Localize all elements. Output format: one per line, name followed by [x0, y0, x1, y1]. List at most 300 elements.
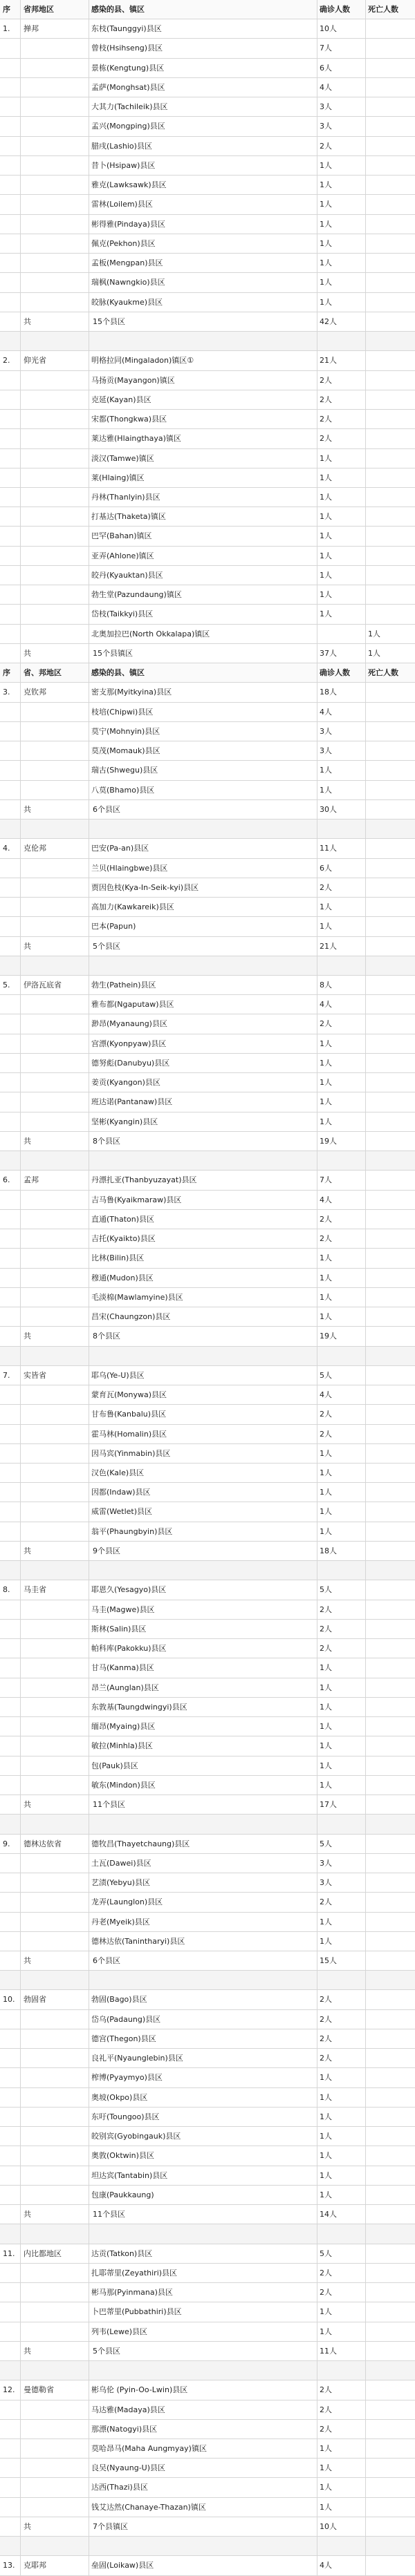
- confirmed-cases: 5人: [320, 1370, 332, 1380]
- table-row: [0, 254, 415, 273]
- township-name: 土瓦(Dawei)县区: [91, 1858, 151, 1868]
- confirmed-cases: 1人: [320, 2073, 332, 2083]
- township-name: 丹老(Myeik)县区: [91, 1917, 150, 1926]
- confirmed-cases: 1人: [320, 1683, 332, 1692]
- township-name: 缅昂(Myaing)县区: [91, 1722, 156, 1732]
- table-row: [0, 859, 415, 878]
- township-name: 德努彪(Danubyu)县区: [91, 1058, 170, 1068]
- township-name: 扎耶蒂里(Zeyathiri)县区: [91, 2268, 178, 2277]
- row-number: [0, 449, 19, 468]
- township-name: 腊戌(Lashio)县区: [91, 141, 152, 151]
- row-number: [0, 1014, 19, 1034]
- table-row: [0, 703, 415, 722]
- header-state-region: 省邦地区: [24, 5, 54, 14]
- row-number: [0, 1951, 19, 1971]
- state-region: [21, 527, 89, 546]
- row-number: 4.: [3, 844, 10, 853]
- township-name: 德林达依(Tanintharyi)县区: [91, 1936, 185, 1946]
- state-region: [21, 1698, 89, 1717]
- row-number: [0, 1288, 19, 1307]
- state-region: [21, 1054, 89, 1073]
- table-row: [0, 995, 415, 1014]
- state-region: [21, 410, 89, 429]
- row-number: [0, 898, 19, 917]
- header-township-name: 感染的县、镇区: [91, 5, 145, 14]
- state-region: [21, 859, 89, 878]
- township-name: 8个县区: [93, 1136, 120, 1146]
- confirmed-cases: 11人: [320, 844, 337, 853]
- spacer-row: [0, 1561, 415, 1580]
- deaths-count: [365, 1385, 415, 1405]
- deaths-count: [365, 1269, 415, 1288]
- state-region: 伊洛瓦底省: [24, 981, 62, 989]
- township-name: 打基达(Thaketa)镇区: [91, 512, 166, 522]
- column-divider: [365, 0, 366, 2576]
- deaths-count: [365, 371, 415, 390]
- table-row: [0, 547, 415, 566]
- township-name: 甘布鲁(Kanbalu)县区: [91, 1410, 167, 1419]
- township-name: 渺昂(Myanaung)县区: [91, 1019, 167, 1029]
- row-number: [0, 1600, 19, 1620]
- state-region: [21, 2459, 89, 2478]
- row-number: [0, 2068, 19, 2087]
- confirmed-cases: 17人: [320, 1800, 337, 1810]
- row-number: [0, 2088, 19, 2108]
- township-name: 姜贡(Kyangon)县区: [91, 1078, 160, 1088]
- row-number: [0, 1132, 19, 1151]
- deaths-count: [365, 449, 415, 468]
- row-number: [0, 39, 19, 58]
- deaths-count: 1人: [368, 648, 380, 658]
- state-region: [21, 1736, 89, 1756]
- deaths-count: [365, 1913, 415, 1932]
- row-number: [0, 1425, 19, 1444]
- state-region: [21, 1678, 89, 1698]
- row-number: [0, 410, 19, 429]
- table-row: [0, 1620, 415, 1639]
- state-region: [21, 1385, 89, 1405]
- township-name: 7个县镇区: [93, 2521, 128, 2531]
- confirmed-cases: 6人: [320, 63, 332, 73]
- confirmed-cases: 2人: [320, 1410, 332, 1419]
- confirmed-cases: 4人: [320, 1000, 332, 1010]
- deaths-count: [365, 878, 415, 898]
- table-row: [0, 1522, 415, 1542]
- row-number: [0, 429, 19, 448]
- state-region: [21, 1014, 89, 1034]
- row-number: [0, 1776, 19, 1795]
- deaths-count: [365, 1171, 415, 1190]
- row-number: 10.: [3, 1995, 15, 2005]
- state-region: 克伦邦: [24, 844, 46, 853]
- township-name: 15个县区: [93, 316, 125, 326]
- row-number: [0, 2517, 19, 2537]
- deaths-count: [365, 2127, 415, 2146]
- township-name: 耶恩久(Yesagyo)县区: [91, 1585, 167, 1595]
- confirmed-cases: 1人: [320, 200, 332, 209]
- state-region: [21, 2498, 89, 2517]
- row-number: [0, 1249, 19, 1268]
- confirmed-cases: 1人: [320, 2092, 332, 2102]
- township-name: 穆通(Mudon)县区: [91, 1273, 154, 1282]
- state-region: [21, 156, 89, 176]
- state-region: [21, 2127, 89, 2146]
- subtotal-row: [0, 312, 415, 332]
- row-number: [0, 78, 19, 97]
- state-region: [21, 1873, 89, 1893]
- deaths-count: [365, 1620, 415, 1639]
- confirmed-cases: 1人: [320, 570, 332, 580]
- township-name: 皎脉(Kyaukme)县区: [91, 297, 163, 307]
- row-number: [0, 937, 19, 956]
- row-number: [0, 2166, 19, 2186]
- confirmed-cases: 1人: [320, 160, 332, 170]
- table-row: [0, 19, 415, 39]
- confirmed-cases: 6人: [320, 863, 332, 873]
- state-region: [21, 1425, 89, 1444]
- township-name: 东吁(Toungoo)县区: [91, 2112, 160, 2121]
- deaths-count: [365, 1014, 415, 1034]
- township-name: 良吴(Nyaung-U)县区: [91, 2463, 166, 2473]
- deaths-count: [365, 1678, 415, 1698]
- table-row: [0, 1990, 415, 2009]
- deaths-count: [365, 1464, 415, 1483]
- row-number: [0, 1854, 19, 1873]
- table-row: [0, 2498, 415, 2517]
- township-name: 包康(Paukkaung): [91, 2190, 154, 2199]
- table-row: [0, 1425, 415, 1444]
- township-name: 彬得雅(Pindaya)县区: [91, 219, 165, 229]
- state-region: [21, 1405, 89, 1424]
- township-name: 巴罕(Bahan)镇区: [91, 531, 152, 541]
- state-region: 勃固省: [24, 1995, 46, 2005]
- table-row: [0, 2264, 415, 2283]
- deaths-count: [365, 1522, 415, 1542]
- township-name: 曾枝(Hsihseng)县区: [91, 44, 163, 53]
- state-region: [21, 429, 89, 448]
- township-name: 昔卜(Hsipaw)县区: [91, 160, 156, 170]
- table-row: [0, 1600, 415, 1620]
- row-number: [0, 1307, 19, 1327]
- township-name: 马扬贡(Mayangon)镇区: [91, 375, 175, 385]
- deaths-count: [365, 1835, 415, 1854]
- state-region: [21, 2478, 89, 2497]
- row-number: [0, 2186, 19, 2205]
- township-name: 密支那(Myitkyina)县区: [91, 688, 172, 697]
- row-number: [0, 1269, 19, 1288]
- township-name: 耶乌(Ye-U)县区: [91, 1370, 145, 1380]
- state-region: [21, 2186, 89, 2205]
- state-region: 内比都地区: [24, 2248, 62, 2258]
- deaths-count: [365, 117, 415, 136]
- confirmed-cases: 2人: [320, 141, 332, 151]
- confirmed-cases: 7人: [320, 44, 332, 53]
- deaths-count: [365, 273, 415, 292]
- table-row: [0, 976, 415, 995]
- state-region: 共: [24, 2521, 31, 2531]
- township-name: 比林(Bilin)县区: [91, 1253, 145, 1263]
- row-number: [0, 1893, 19, 1912]
- deaths-count: [365, 2146, 415, 2166]
- confirmed-cases: 2人: [320, 2288, 332, 2298]
- state-region: [21, 741, 89, 761]
- township-name: 因马宾(Yinmabin)县区: [91, 1448, 171, 1458]
- row-number: [0, 1717, 19, 1736]
- table-row: [0, 468, 415, 488]
- state-region: 实皆省: [24, 1370, 46, 1380]
- township-name: 6个县区: [93, 804, 120, 814]
- state-region: [21, 1717, 89, 1736]
- township-name: 皎丹(Kyauktan)县区: [91, 570, 163, 580]
- township-name: 帕科库(Pakokku)县区: [91, 1644, 167, 1654]
- row-number: [0, 195, 19, 214]
- state-region: [21, 1210, 89, 1229]
- row-number: [0, 1112, 19, 1132]
- deaths-count: [365, 1210, 415, 1229]
- deaths-count: [365, 585, 415, 605]
- confirmed-cases: 1人: [320, 2327, 332, 2336]
- state-region: 共: [24, 804, 31, 814]
- spacer-row: [0, 1815, 415, 1834]
- row-number: [0, 2478, 19, 2497]
- confirmed-cases: 1人: [320, 1917, 332, 1926]
- deaths-count: [365, 2029, 415, 2049]
- confirmed-cases: 1人: [320, 453, 332, 463]
- row-number: 2.: [3, 356, 10, 366]
- row-number: [0, 1698, 19, 1717]
- township-name: 枝培(Chipwi)县区: [91, 707, 154, 717]
- table-row: [0, 839, 415, 858]
- deaths-count: [365, 1854, 415, 1873]
- confirmed-cases: 2人: [320, 1624, 332, 1633]
- row-number: [0, 1620, 19, 1639]
- township-name: 北奥加拉巴(North Okkalapa)镇区: [91, 629, 210, 638]
- deaths-count: [365, 137, 415, 156]
- township-name: 明格拉同(Mingaladon)镇区①: [91, 356, 194, 366]
- row-number: [0, 312, 19, 332]
- confirmed-cases: 1人: [320, 2463, 332, 2473]
- table-row: [0, 2146, 415, 2166]
- row-number: [0, 859, 19, 878]
- table-row: [0, 585, 415, 605]
- deaths-count: [365, 781, 415, 800]
- deaths-count: [365, 293, 415, 312]
- header-deaths-count: 死亡人数: [368, 668, 398, 678]
- township-name: 孟兴(Mongping)县区: [91, 122, 165, 131]
- row-number: [0, 1913, 19, 1932]
- deaths-count: [365, 1502, 415, 1522]
- township-name: 瑞枫(Nawngkio)县区: [91, 278, 165, 287]
- table-row: [0, 2049, 415, 2068]
- table-row: [0, 39, 415, 58]
- table-row: [0, 1835, 415, 1854]
- spacer-row: [0, 2224, 415, 2244]
- row-number: [0, 625, 19, 644]
- state-region: [21, 1620, 89, 1639]
- confirmed-cases: 1人: [320, 219, 332, 229]
- state-region: [21, 254, 89, 273]
- subtotal-row: [0, 1542, 415, 1561]
- confirmed-cases: 1人: [320, 473, 332, 482]
- deaths-count: [365, 1034, 415, 1054]
- confirmed-cases: 10人: [320, 2521, 337, 2531]
- row-number: [0, 527, 19, 546]
- row-number: [0, 878, 19, 898]
- state-region: [21, 1854, 89, 1873]
- state-region: 曼德勒省: [24, 2385, 54, 2395]
- state-region: [21, 585, 89, 605]
- township-name: 11个县区: [93, 1800, 125, 1810]
- township-name: 8个县区: [93, 1332, 120, 1341]
- township-name: 敏东(Mindon)县区: [91, 1780, 156, 1790]
- township-name: 6个县区: [93, 1956, 120, 1965]
- table-row: [0, 1580, 415, 1600]
- confirmed-cases: 1人: [320, 1117, 332, 1126]
- row-number: [0, 273, 19, 292]
- state-region: 共: [24, 941, 31, 951]
- state-region: [21, 2322, 89, 2342]
- table-row: [0, 1269, 415, 1288]
- row-number: [0, 2439, 19, 2459]
- row-number: [0, 59, 19, 78]
- state-region: [21, 371, 89, 390]
- subtotal-row: [0, 2517, 415, 2537]
- state-region: 马圭省: [24, 1585, 46, 1595]
- deaths-count: [365, 1483, 415, 1502]
- deaths-count: [365, 2380, 415, 2400]
- township-name: 雅布都(Ngaputaw)县区: [91, 1000, 174, 1010]
- deaths-count: [365, 1405, 415, 1424]
- row-number: [0, 176, 19, 195]
- deaths-count: [365, 1092, 415, 1112]
- confirmed-cases: 1人: [320, 1526, 332, 1536]
- township-name: 卜巴蒂里(Pubbathiri)县区: [91, 2307, 182, 2317]
- confirmed-cases: 1人: [320, 1507, 332, 1517]
- deaths-count: [365, 2439, 415, 2459]
- deaths-count: [365, 1873, 415, 1893]
- confirmed-cases: 8人: [320, 981, 332, 989]
- confirmed-cases: 1人: [320, 1097, 332, 1107]
- confirmed-cases: 5人: [320, 1585, 332, 1595]
- state-region: 克耶邦: [24, 2561, 46, 2570]
- state-region: [21, 1932, 89, 1951]
- confirmed-cases: 7人: [320, 1175, 332, 1185]
- confirmed-cases: 5人: [320, 2248, 332, 2258]
- deaths-count: [365, 195, 415, 214]
- table-row: [0, 1502, 415, 1522]
- township-name: 瑞古(Shwegu)县区: [91, 766, 158, 775]
- confirmed-cases: 3人: [320, 122, 332, 131]
- township-name: 八莫(Bhamo)县区: [91, 785, 155, 795]
- table-row: [0, 1092, 415, 1112]
- row-number: [0, 2127, 19, 2146]
- table-row: [0, 1171, 415, 1190]
- deaths-count: [365, 2244, 415, 2264]
- table-row: [0, 1385, 415, 1405]
- row-number: [0, 644, 19, 663]
- state-region: [21, 1229, 89, 1249]
- township-name: 勃生(Pathein)县区: [91, 981, 156, 989]
- state-region: 共: [24, 1136, 31, 1146]
- confirmed-cases: 2人: [320, 1019, 332, 1029]
- township-name: 亚弄(Ahlone)镇区: [91, 551, 154, 560]
- row-number: 9.: [3, 1839, 10, 1848]
- township-name: 东敦基(Taungdwingyi)县区: [91, 1702, 187, 1712]
- township-name: 莫哈昂马(Maha Aungmyay)镇区: [91, 2444, 207, 2453]
- state-region: [21, 605, 89, 624]
- deaths-count: [365, 1073, 415, 1092]
- deaths-count: [365, 1639, 415, 1658]
- state-region: [21, 1756, 89, 1776]
- row-number: [0, 995, 19, 1014]
- state-region: [21, 1269, 89, 1288]
- row-number: [0, 1873, 19, 1893]
- state-region: 掸邦: [24, 24, 39, 34]
- confirmed-cases: 42人: [320, 316, 337, 326]
- state-region: [21, 1073, 89, 1092]
- confirmed-cases: 1人: [320, 551, 332, 560]
- confirmed-cases: 1人: [320, 1039, 332, 1048]
- township-name: 克延(Kayan)县区: [91, 395, 151, 404]
- deaths-count: [365, 1736, 415, 1756]
- deaths-count: [365, 1288, 415, 1307]
- confirmed-cases: 4人: [320, 2561, 332, 2570]
- confirmed-cases: 30人: [320, 804, 337, 814]
- deaths-count: [365, 527, 415, 546]
- township-name: 包(Pauk)县区: [91, 1761, 138, 1770]
- confirmed-cases: 1人: [320, 609, 332, 619]
- deaths-count: [365, 2322, 415, 2342]
- deaths-count: [365, 176, 415, 195]
- column-divider: [20, 0, 21, 2576]
- deaths-count: [365, 2302, 415, 2322]
- row-number: [0, 215, 19, 234]
- table-row: [0, 878, 415, 898]
- confirmed-cases: 4人: [320, 1195, 332, 1204]
- row-number: [0, 137, 19, 156]
- state-region: [21, 2400, 89, 2420]
- deaths-count: [365, 1893, 415, 1912]
- township-name: 奥敦(Oktwin)县区: [91, 2151, 154, 2161]
- deaths-count: [365, 917, 415, 936]
- township-name: 5个县区: [93, 941, 120, 951]
- table-row: [0, 234, 415, 254]
- deaths-count: [365, 1444, 415, 1464]
- state-region: [21, 2283, 89, 2302]
- deaths-count: [365, 898, 415, 917]
- state-region: [21, 488, 89, 507]
- deaths-count: [365, 1366, 415, 1385]
- confirmed-cases: 1人: [320, 1292, 332, 1302]
- deaths-count: [365, 1307, 415, 1327]
- township-name: 吉马鲁(Kyaikmaraw)县区: [91, 1195, 182, 1204]
- row-number: [0, 468, 19, 488]
- confirmed-cases: 2人: [320, 2424, 332, 2434]
- row-number: [0, 722, 19, 741]
- confirmed-cases: 19人: [320, 1332, 337, 1341]
- table-row: [0, 215, 415, 234]
- deaths-count: [365, 1542, 415, 1561]
- row-number: [0, 488, 19, 507]
- township-name: 艺渍(Yebyu)县区: [91, 1878, 151, 1888]
- row-number: [0, 1385, 19, 1405]
- table-row: [0, 1288, 415, 1307]
- row-number: [0, 547, 19, 566]
- table-header-row: [0, 0, 415, 19]
- table-row: [0, 176, 415, 195]
- township-name: 彬马那(Pyinmana)县区: [91, 2288, 173, 2298]
- table-row: [0, 1913, 415, 1932]
